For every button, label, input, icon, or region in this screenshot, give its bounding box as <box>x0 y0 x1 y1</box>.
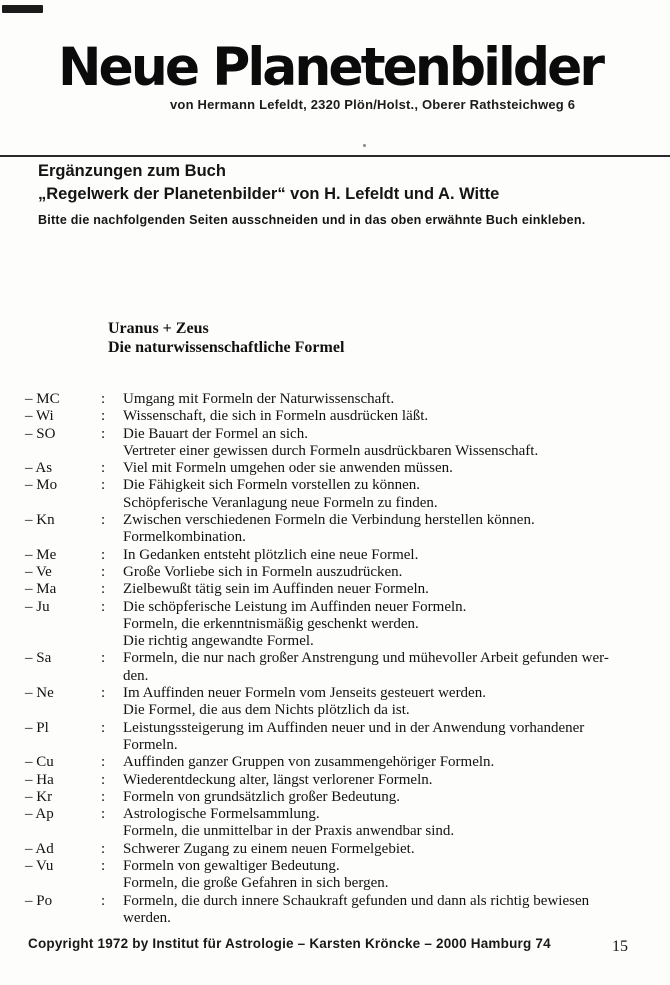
separator-colon: : <box>101 563 106 580</box>
separator-colon: : <box>101 685 106 702</box>
separator-colon: : <box>101 512 106 529</box>
definition-line: Wissenschaft, die sich in Formeln ausdrücken läßt. <box>123 408 429 425</box>
definition-line: Leistungssteigerung im Auffinden neuer und in der Anwendung vorhandener <box>123 719 585 736</box>
separator-colon: : <box>101 719 106 736</box>
definition-text <box>123 426 657 461</box>
definition-line: Wiederentdeckung alter, längst verlorener Formeln. <box>123 771 433 788</box>
definition-row <box>25 512 657 547</box>
definition-line: Die schöpferische Leistung im Auffinden neuer Formeln. <box>123 598 467 615</box>
planet-abbreviation: – Kr <box>25 788 53 805</box>
separator-colon: : <box>101 598 106 615</box>
definition-text <box>123 581 657 598</box>
definition-line: Auffinden ganzer Gruppen von zusammengehöriger Formeln. <box>123 754 495 771</box>
separator-colon: : <box>101 858 106 875</box>
planet-abbreviation: – SO <box>25 425 56 442</box>
page-title: Neue Planetenbilder <box>58 37 603 98</box>
definition-row <box>25 858 657 893</box>
definition-line: Schöpferische Veranlagung neue Formeln zu finden. <box>123 494 438 511</box>
definition-line: Viel mit Formeln umgehen oder sie anwenden müssen. <box>123 460 453 477</box>
intro-book-reference: „Regelwerk der Planetenbilder“ von H. Lefeldt und A. Witte <box>38 185 500 203</box>
separator-colon: : <box>101 771 106 788</box>
planet-abbreviation: – Ap <box>25 806 54 823</box>
definition-row <box>25 893 657 928</box>
separator-colon: : <box>101 460 106 477</box>
separator-colon: : <box>101 408 106 425</box>
definition-text <box>123 858 657 893</box>
definition-text <box>123 477 657 512</box>
definition-line: Die Bauart der Formel an sich. <box>123 425 308 442</box>
definition-text <box>123 460 657 477</box>
definition-row <box>25 477 657 512</box>
definition-text <box>123 564 657 581</box>
planet-abbreviation: – Ju <box>25 598 50 615</box>
section-heading-planets: Uranus + Zeus <box>108 320 209 337</box>
definition-text <box>123 772 657 789</box>
page-number: 15 <box>612 938 628 955</box>
separator-colon: : <box>101 391 106 407</box>
footer-copyright: Copyright 1972 by Institut für Astrologie – Karsten Kröncke – 2000 Hamburg 74 <box>28 936 551 951</box>
definition-line: Formelkombination. <box>123 529 246 546</box>
intro-block <box>38 162 585 228</box>
separator-colon: : <box>101 754 106 771</box>
definition-line: Formeln von grundsätzlich großer Bedeutung. <box>123 788 401 805</box>
planet-abbreviation: – Ma <box>25 581 57 598</box>
definition-row <box>25 581 657 598</box>
definition-text <box>123 547 657 564</box>
planet-abbreviation: – Ha <box>25 771 54 788</box>
definition-text <box>123 893 657 928</box>
definition-list <box>25 391 657 927</box>
definition-text <box>123 754 657 771</box>
separator-colon: : <box>101 840 106 857</box>
definition-line: Formeln, die unmittelbar in der Praxis anwendbar sind. <box>123 823 455 840</box>
separator-colon: : <box>101 650 106 667</box>
definition-line: Formeln von gewaltiger Bedeutung. <box>123 858 340 875</box>
planet-abbreviation: – Ne <box>25 685 54 702</box>
definition-line: Schwerer Zugang zu einem neuen Formelgebiet. <box>123 840 415 857</box>
section-heading <box>108 320 344 357</box>
definition-line: Große Vorliebe sich in Formeln auszudrücken. <box>123 563 403 580</box>
definition-text <box>123 720 657 755</box>
definition-line: Zwischen verschiedenen Formeln die Verbindung herstellen können. <box>123 512 535 529</box>
definition-line: Formeln, die durch innere Schaukraft gefunden und dann als richtig bewiesen <box>123 892 590 909</box>
planet-abbreviation: – Sa <box>25 650 52 667</box>
planet-abbreviation: – Kn <box>25 512 55 529</box>
separator-colon: : <box>101 892 106 909</box>
page-subtitle: von Hermann Lefeldt, 2320 Plön/Holst., Oberer Rathsteichweg 6 <box>170 97 576 112</box>
definition-row <box>25 650 657 685</box>
definition-text <box>123 841 657 858</box>
separator-colon: : <box>101 425 106 442</box>
planet-abbreviation: – Cu <box>25 754 54 771</box>
definition-line: Die Formel, die aus dem Nichts plötzlich da ist. <box>123 702 410 719</box>
planet-abbreviation: – As <box>25 460 53 477</box>
definition-line: Formeln, die nur nach großer Anstrengung und mühevoller Arbeit gefunden wer- <box>123 650 609 667</box>
definition-row <box>25 806 657 841</box>
section-heading-title: Die naturwissenschaftliche Formel <box>108 338 345 356</box>
definition-row <box>25 841 657 858</box>
definition-line: Die Fähigkeit sich Formeln vorstellen zu können. <box>123 477 421 494</box>
intro-instruction: Bitte die nachfolgenden Seiten ausschneiden und in das oben erwähnte Buch einkleben. <box>38 213 586 227</box>
planet-abbreviation: – Me <box>25 546 57 563</box>
scan-corner-mark <box>2 5 43 13</box>
definition-row <box>25 789 657 806</box>
definition-row <box>25 720 657 755</box>
separator-colon: : <box>101 477 106 494</box>
planet-abbreviation: – Ve <box>25 563 52 580</box>
definition-text <box>123 512 657 547</box>
definition-row <box>25 685 657 720</box>
definition-text <box>123 685 657 720</box>
definition-line: werden. <box>123 909 171 926</box>
planet-abbreviation: – Mo <box>25 477 58 494</box>
definition-line: Zielbewußt tätig sein im Auffinden neuer Formeln. <box>123 581 429 598</box>
planet-abbreviation: – Wi <box>25 408 54 425</box>
planet-abbreviation: – Vu <box>25 858 54 875</box>
definition-text <box>123 789 657 806</box>
separator-colon: : <box>101 806 106 823</box>
definition-line: Formeln, die große Gefahren in sich bergen. <box>123 875 389 892</box>
definition-text <box>123 599 657 651</box>
definition-line: In Gedanken entsteht plötzlich eine neue Formel. <box>123 546 419 563</box>
planet-abbreviation: – Pl <box>25 719 49 736</box>
definition-row <box>25 426 657 461</box>
definition-row <box>25 460 657 477</box>
definition-line: Vertreter einer gewissen durch Formeln ausdrückbaren Wissenschaft. <box>123 442 539 459</box>
definition-row <box>25 547 657 564</box>
definition-text <box>123 408 657 425</box>
planet-abbreviation: – Po <box>25 892 53 909</box>
separator-colon: : <box>101 546 106 563</box>
definition-line: Umgang mit Formeln der Naturwissenschaft. <box>123 391 395 407</box>
definition-row <box>25 408 657 425</box>
definition-text <box>123 806 657 841</box>
definition-text <box>123 391 657 408</box>
definition-row <box>25 599 657 651</box>
divider-rule <box>0 155 670 157</box>
definition-line: Im Auffinden neuer Formeln vom Jenseits gesteuert werden. <box>123 685 486 702</box>
definition-line: den. <box>123 667 149 684</box>
definition-text <box>123 650 657 685</box>
definition-row <box>25 754 657 771</box>
definition-row <box>25 391 657 408</box>
definition-line: Die richtig angewandte Formel. <box>123 633 314 650</box>
definition-line: Astrologische Formelsammlung. <box>123 806 320 823</box>
definition-row <box>25 564 657 581</box>
definition-line: Formeln. <box>123 736 178 753</box>
planet-abbreviation: – Ad <box>25 840 54 857</box>
separator-colon: : <box>101 788 106 805</box>
separator-colon: : <box>101 581 106 598</box>
definition-row <box>25 772 657 789</box>
definition-line: Formeln, die erkenntnismäßig geschenkt werden. <box>123 615 419 632</box>
scan-speck <box>363 144 366 147</box>
planet-abbreviation: – MC <box>25 391 60 407</box>
intro-heading: Ergänzungen zum Buch <box>38 162 226 180</box>
